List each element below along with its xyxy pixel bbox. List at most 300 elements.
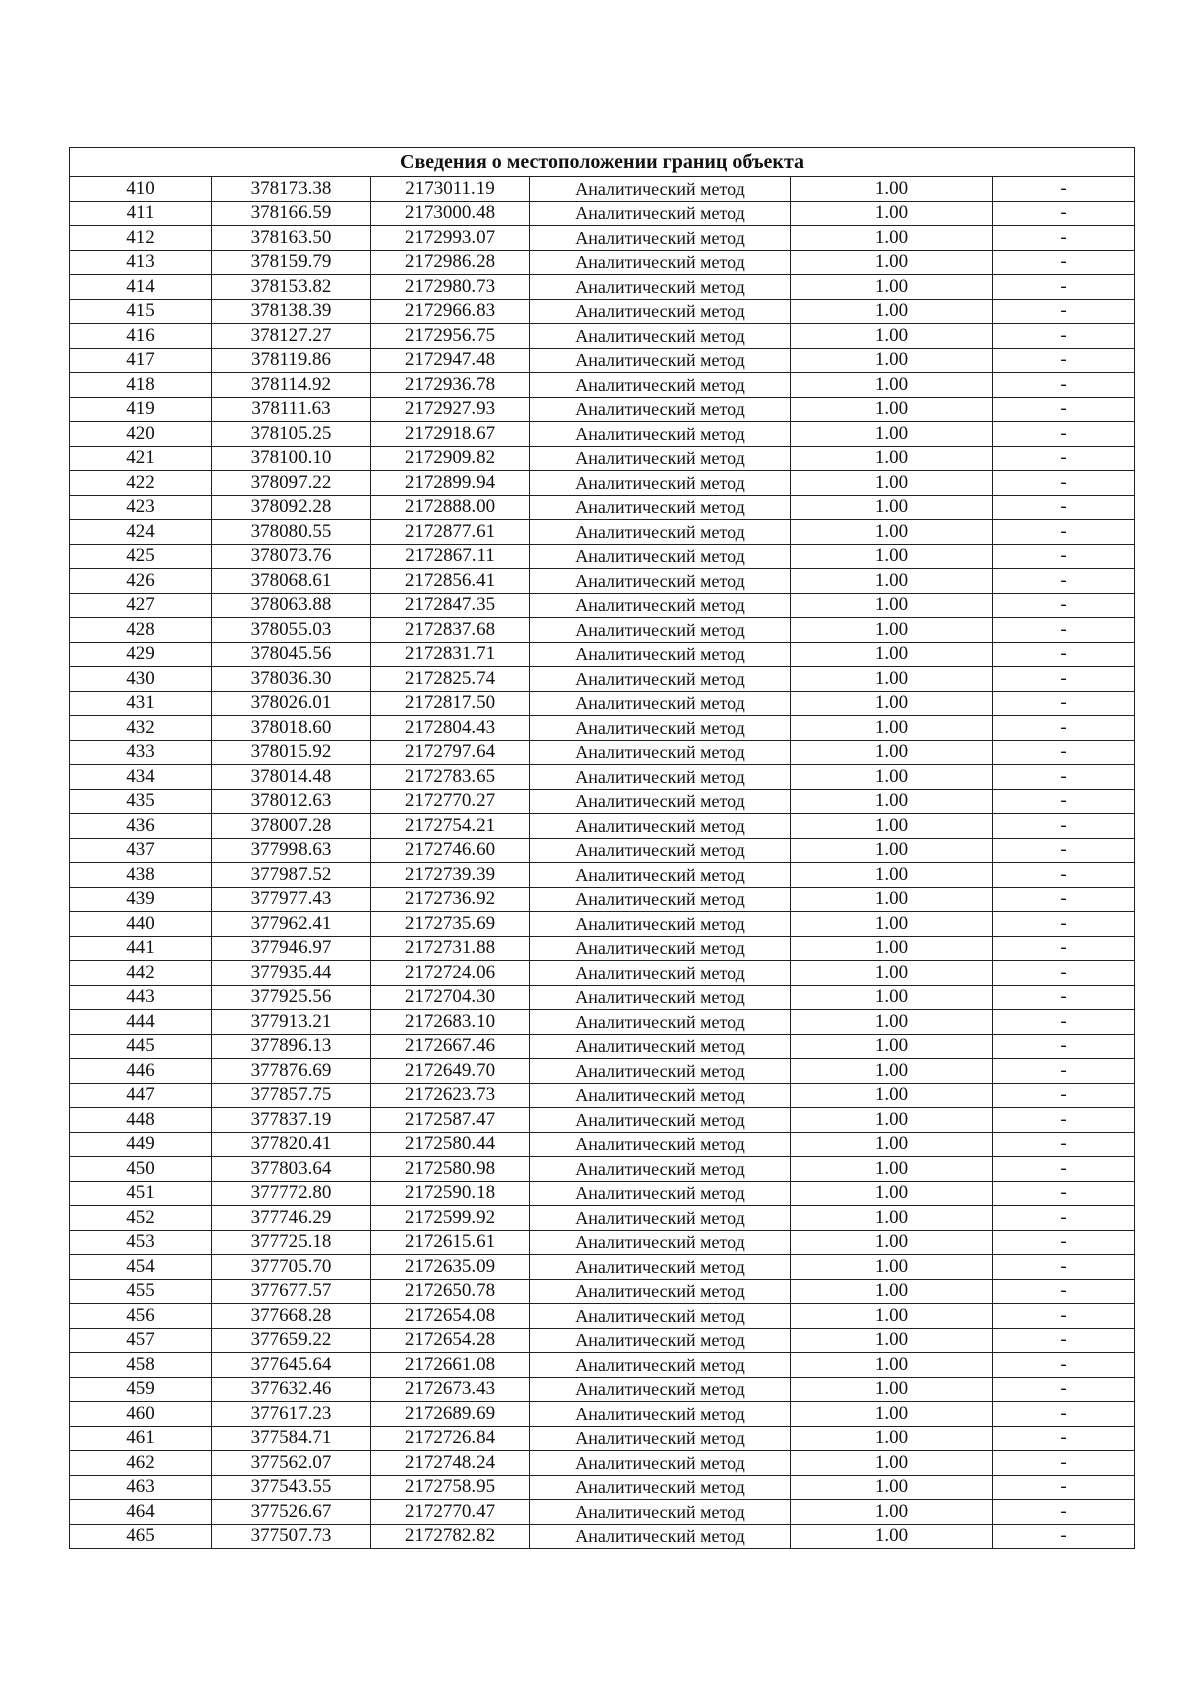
method-cell: Аналитический метод bbox=[530, 985, 791, 1010]
table-row bbox=[70, 250, 1135, 275]
note-cell: - bbox=[993, 1402, 1135, 1427]
y-coordinate-cell: 2172689.69 bbox=[371, 1402, 530, 1427]
method-cell: Аналитический метод bbox=[530, 1181, 791, 1206]
x-coordinate-cell: 377725.18 bbox=[212, 1230, 371, 1255]
x-coordinate-cell: 378055.03 bbox=[212, 618, 371, 643]
table-row bbox=[70, 1108, 1135, 1133]
method-cell: Аналитический метод bbox=[530, 226, 791, 251]
y-coordinate-cell: 2172782.82 bbox=[371, 1524, 530, 1549]
note-cell: - bbox=[993, 495, 1135, 520]
table-row bbox=[70, 299, 1135, 324]
table-row bbox=[70, 446, 1135, 471]
accuracy-cell: 1.00 bbox=[791, 1157, 993, 1182]
x-coordinate-cell: 377803.64 bbox=[212, 1157, 371, 1182]
y-coordinate-cell: 2172980.73 bbox=[371, 275, 530, 300]
accuracy-cell: 1.00 bbox=[791, 1010, 993, 1035]
point-number-cell: 441 bbox=[70, 936, 212, 961]
y-coordinate-cell: 2172746.60 bbox=[371, 838, 530, 863]
y-coordinate-cell: 2172654.08 bbox=[371, 1304, 530, 1329]
table-row bbox=[70, 1034, 1135, 1059]
method-cell: Аналитический метод bbox=[530, 691, 791, 716]
y-coordinate-cell: 2172825.74 bbox=[371, 667, 530, 692]
method-cell: Аналитический метод bbox=[530, 1304, 791, 1329]
y-coordinate-cell: 2172936.78 bbox=[371, 373, 530, 398]
method-cell: Аналитический метод bbox=[530, 1451, 791, 1476]
method-cell: Аналитический метод bbox=[530, 397, 791, 422]
accuracy-cell: 1.00 bbox=[791, 1402, 993, 1427]
accuracy-cell: 1.00 bbox=[791, 1304, 993, 1329]
y-coordinate-cell: 2172877.61 bbox=[371, 520, 530, 545]
accuracy-cell: 1.00 bbox=[791, 1181, 993, 1206]
x-coordinate-cell: 378073.76 bbox=[212, 544, 371, 569]
accuracy-cell: 1.00 bbox=[791, 985, 993, 1010]
method-cell: Аналитический метод bbox=[530, 1255, 791, 1280]
point-number-cell: 421 bbox=[70, 446, 212, 471]
method-cell: Аналитический метод bbox=[530, 863, 791, 888]
accuracy-cell: 1.00 bbox=[791, 397, 993, 422]
x-coordinate-cell: 378119.86 bbox=[212, 348, 371, 373]
method-cell: Аналитический метод bbox=[530, 1524, 791, 1549]
accuracy-cell: 1.00 bbox=[791, 1353, 993, 1378]
method-cell: Аналитический метод bbox=[530, 348, 791, 373]
y-coordinate-cell: 2172918.67 bbox=[371, 422, 530, 447]
table-row bbox=[70, 1010, 1135, 1035]
table-row bbox=[70, 1475, 1135, 1500]
accuracy-cell: 1.00 bbox=[791, 863, 993, 888]
method-cell: Аналитический метод bbox=[530, 1402, 791, 1427]
accuracy-cell: 1.00 bbox=[791, 1255, 993, 1280]
y-coordinate-cell: 2172599.92 bbox=[371, 1206, 530, 1231]
table-row bbox=[70, 226, 1135, 251]
method-cell: Аналитический метод bbox=[530, 1377, 791, 1402]
accuracy-cell: 1.00 bbox=[791, 618, 993, 643]
table-row bbox=[70, 348, 1135, 373]
accuracy-cell: 1.00 bbox=[791, 593, 993, 618]
accuracy-cell: 1.00 bbox=[791, 1230, 993, 1255]
accuracy-cell: 1.00 bbox=[791, 887, 993, 912]
x-coordinate-cell: 377935.44 bbox=[212, 961, 371, 986]
note-cell: - bbox=[993, 740, 1135, 765]
table-row bbox=[70, 667, 1135, 692]
method-cell: Аналитический метод bbox=[530, 765, 791, 790]
point-number-cell: 427 bbox=[70, 593, 212, 618]
method-cell: Аналитический метод bbox=[530, 740, 791, 765]
x-coordinate-cell: 377705.70 bbox=[212, 1255, 371, 1280]
method-cell: Аналитический метод bbox=[530, 201, 791, 226]
x-coordinate-cell: 378138.39 bbox=[212, 299, 371, 324]
table-row bbox=[70, 1255, 1135, 1280]
accuracy-cell: 1.00 bbox=[791, 1524, 993, 1549]
table-row bbox=[70, 936, 1135, 961]
note-cell: - bbox=[993, 177, 1135, 202]
accuracy-cell: 1.00 bbox=[791, 961, 993, 986]
note-cell: - bbox=[993, 1255, 1135, 1280]
note-cell: - bbox=[993, 1206, 1135, 1231]
accuracy-cell: 1.00 bbox=[791, 1083, 993, 1108]
point-number-cell: 430 bbox=[70, 667, 212, 692]
method-cell: Аналитический метод bbox=[530, 667, 791, 692]
method-cell: Аналитический метод bbox=[530, 1426, 791, 1451]
x-coordinate-cell: 377668.28 bbox=[212, 1304, 371, 1329]
point-number-cell: 447 bbox=[70, 1083, 212, 1108]
y-coordinate-cell: 2172736.92 bbox=[371, 887, 530, 912]
y-coordinate-cell: 2172867.11 bbox=[371, 544, 530, 569]
x-coordinate-cell: 378111.63 bbox=[212, 397, 371, 422]
method-cell: Аналитический метод bbox=[530, 422, 791, 447]
point-number-cell: 424 bbox=[70, 520, 212, 545]
accuracy-cell: 1.00 bbox=[791, 348, 993, 373]
method-cell: Аналитический метод bbox=[530, 716, 791, 741]
method-cell: Аналитический метод bbox=[530, 520, 791, 545]
point-number-cell: 444 bbox=[70, 1010, 212, 1035]
y-coordinate-cell: 2172704.30 bbox=[371, 985, 530, 1010]
table-row bbox=[70, 1279, 1135, 1304]
point-number-cell: 411 bbox=[70, 201, 212, 226]
x-coordinate-cell: 378036.30 bbox=[212, 667, 371, 692]
point-number-cell: 420 bbox=[70, 422, 212, 447]
note-cell: - bbox=[993, 1279, 1135, 1304]
table-row bbox=[70, 544, 1135, 569]
method-cell: Аналитический метод bbox=[530, 569, 791, 594]
y-coordinate-cell: 2172817.50 bbox=[371, 691, 530, 716]
y-coordinate-cell: 2172831.71 bbox=[371, 642, 530, 667]
y-coordinate-cell: 2172739.39 bbox=[371, 863, 530, 888]
x-coordinate-cell: 378127.27 bbox=[212, 324, 371, 349]
accuracy-cell: 1.00 bbox=[791, 1132, 993, 1157]
table-row bbox=[70, 1132, 1135, 1157]
y-coordinate-cell: 2172899.94 bbox=[371, 471, 530, 496]
accuracy-cell: 1.00 bbox=[791, 1279, 993, 1304]
note-cell: - bbox=[993, 789, 1135, 814]
y-coordinate-cell: 2172856.41 bbox=[371, 569, 530, 594]
method-cell: Аналитический метод bbox=[530, 1034, 791, 1059]
point-number-cell: 451 bbox=[70, 1181, 212, 1206]
note-cell: - bbox=[993, 814, 1135, 839]
table-row bbox=[70, 1083, 1135, 1108]
method-cell: Аналитический метод bbox=[530, 1132, 791, 1157]
point-number-cell: 450 bbox=[70, 1157, 212, 1182]
method-cell: Аналитический метод bbox=[530, 299, 791, 324]
note-cell: - bbox=[993, 1108, 1135, 1133]
note-cell: - bbox=[993, 1059, 1135, 1084]
y-coordinate-cell: 2172927.93 bbox=[371, 397, 530, 422]
x-coordinate-cell: 378007.28 bbox=[212, 814, 371, 839]
point-number-cell: 458 bbox=[70, 1353, 212, 1378]
note-cell: - bbox=[993, 912, 1135, 937]
method-cell: Аналитический метод bbox=[530, 1108, 791, 1133]
note-cell: - bbox=[993, 1524, 1135, 1549]
point-number-cell: 412 bbox=[70, 226, 212, 251]
method-cell: Аналитический метод bbox=[530, 471, 791, 496]
note-cell: - bbox=[993, 1083, 1135, 1108]
point-number-cell: 415 bbox=[70, 299, 212, 324]
y-coordinate-cell: 2172654.28 bbox=[371, 1328, 530, 1353]
x-coordinate-cell: 378159.79 bbox=[212, 250, 371, 275]
method-cell: Аналитический метод bbox=[530, 618, 791, 643]
y-coordinate-cell: 2172837.68 bbox=[371, 618, 530, 643]
x-coordinate-cell: 377896.13 bbox=[212, 1034, 371, 1059]
y-coordinate-cell: 2172804.43 bbox=[371, 716, 530, 741]
table-title-row bbox=[70, 148, 1135, 177]
x-coordinate-cell: 378068.61 bbox=[212, 569, 371, 594]
accuracy-cell: 1.00 bbox=[791, 1500, 993, 1525]
note-cell: - bbox=[993, 397, 1135, 422]
point-number-cell: 432 bbox=[70, 716, 212, 741]
method-cell: Аналитический метод bbox=[530, 1157, 791, 1182]
x-coordinate-cell: 378114.92 bbox=[212, 373, 371, 398]
accuracy-cell: 1.00 bbox=[791, 1034, 993, 1059]
x-coordinate-cell: 377677.57 bbox=[212, 1279, 371, 1304]
table-row bbox=[70, 887, 1135, 912]
x-coordinate-cell: 378026.01 bbox=[212, 691, 371, 716]
point-number-cell: 442 bbox=[70, 961, 212, 986]
method-cell: Аналитический метод bbox=[530, 912, 791, 937]
accuracy-cell: 1.00 bbox=[791, 201, 993, 226]
point-number-cell: 465 bbox=[70, 1524, 212, 1549]
x-coordinate-cell: 377998.63 bbox=[212, 838, 371, 863]
accuracy-cell: 1.00 bbox=[791, 667, 993, 692]
y-coordinate-cell: 2172993.07 bbox=[371, 226, 530, 251]
note-cell: - bbox=[993, 1500, 1135, 1525]
x-coordinate-cell: 377962.41 bbox=[212, 912, 371, 937]
note-cell: - bbox=[993, 936, 1135, 961]
note-cell: - bbox=[993, 961, 1135, 986]
x-coordinate-cell: 378018.60 bbox=[212, 716, 371, 741]
table-row bbox=[70, 569, 1135, 594]
point-number-cell: 455 bbox=[70, 1279, 212, 1304]
accuracy-cell: 1.00 bbox=[791, 250, 993, 275]
x-coordinate-cell: 378097.22 bbox=[212, 471, 371, 496]
point-number-cell: 457 bbox=[70, 1328, 212, 1353]
y-coordinate-cell: 2172847.35 bbox=[371, 593, 530, 618]
table-row bbox=[70, 740, 1135, 765]
note-cell: - bbox=[993, 985, 1135, 1010]
x-coordinate-cell: 378012.63 bbox=[212, 789, 371, 814]
method-cell: Аналитический метод bbox=[530, 1475, 791, 1500]
method-cell: Аналитический метод bbox=[530, 324, 791, 349]
y-coordinate-cell: 2172956.75 bbox=[371, 324, 530, 349]
point-number-cell: 438 bbox=[70, 863, 212, 888]
table-row bbox=[70, 593, 1135, 618]
accuracy-cell: 1.00 bbox=[791, 789, 993, 814]
accuracy-cell: 1.00 bbox=[791, 765, 993, 790]
y-coordinate-cell: 2172783.65 bbox=[371, 765, 530, 790]
accuracy-cell: 1.00 bbox=[791, 1426, 993, 1451]
point-number-cell: 449 bbox=[70, 1132, 212, 1157]
note-cell: - bbox=[993, 1034, 1135, 1059]
note-cell: - bbox=[993, 520, 1135, 545]
y-coordinate-cell: 2173011.19 bbox=[371, 177, 530, 202]
note-cell: - bbox=[993, 250, 1135, 275]
table-row bbox=[70, 1206, 1135, 1231]
method-cell: Аналитический метод bbox=[530, 373, 791, 398]
table-row bbox=[70, 863, 1135, 888]
note-cell: - bbox=[993, 1304, 1135, 1329]
y-coordinate-cell: 2172726.84 bbox=[371, 1426, 530, 1451]
y-coordinate-cell: 2172947.48 bbox=[371, 348, 530, 373]
point-number-cell: 459 bbox=[70, 1377, 212, 1402]
x-coordinate-cell: 377645.64 bbox=[212, 1353, 371, 1378]
note-cell: - bbox=[993, 544, 1135, 569]
accuracy-cell: 1.00 bbox=[791, 446, 993, 471]
table-row bbox=[70, 275, 1135, 300]
point-number-cell: 426 bbox=[70, 569, 212, 594]
x-coordinate-cell: 377857.75 bbox=[212, 1083, 371, 1108]
y-coordinate-cell: 2172615.61 bbox=[371, 1230, 530, 1255]
point-number-cell: 440 bbox=[70, 912, 212, 937]
note-cell: - bbox=[993, 593, 1135, 618]
x-coordinate-cell: 377746.29 bbox=[212, 1206, 371, 1231]
y-coordinate-cell: 2172650.78 bbox=[371, 1279, 530, 1304]
point-number-cell: 428 bbox=[70, 618, 212, 643]
point-number-cell: 448 bbox=[70, 1108, 212, 1133]
table-row bbox=[70, 201, 1135, 226]
x-coordinate-cell: 377584.71 bbox=[212, 1426, 371, 1451]
accuracy-cell: 1.00 bbox=[791, 814, 993, 839]
y-coordinate-cell: 2172667.46 bbox=[371, 1034, 530, 1059]
table-row bbox=[70, 1230, 1135, 1255]
method-cell: Аналитический метод bbox=[530, 838, 791, 863]
accuracy-cell: 1.00 bbox=[791, 1328, 993, 1353]
y-coordinate-cell: 2172635.09 bbox=[371, 1255, 530, 1280]
accuracy-cell: 1.00 bbox=[791, 324, 993, 349]
accuracy-cell: 1.00 bbox=[791, 912, 993, 937]
x-coordinate-cell: 378015.92 bbox=[212, 740, 371, 765]
x-coordinate-cell: 378173.38 bbox=[212, 177, 371, 202]
x-coordinate-cell: 378014.48 bbox=[212, 765, 371, 790]
method-cell: Аналитический метод bbox=[530, 250, 791, 275]
point-number-cell: 452 bbox=[70, 1206, 212, 1231]
table-row bbox=[70, 1304, 1135, 1329]
method-cell: Аналитический метод bbox=[530, 1230, 791, 1255]
y-coordinate-cell: 2172758.95 bbox=[371, 1475, 530, 1500]
note-cell: - bbox=[993, 691, 1135, 716]
accuracy-cell: 1.00 bbox=[791, 936, 993, 961]
table-row bbox=[70, 838, 1135, 863]
point-number-cell: 436 bbox=[70, 814, 212, 839]
note-cell: - bbox=[993, 618, 1135, 643]
note-cell: - bbox=[993, 299, 1135, 324]
note-cell: - bbox=[993, 1010, 1135, 1035]
note-cell: - bbox=[993, 373, 1135, 398]
table-row bbox=[70, 642, 1135, 667]
method-cell: Аналитический метод bbox=[530, 1353, 791, 1378]
method-cell: Аналитический метод bbox=[530, 887, 791, 912]
accuracy-cell: 1.00 bbox=[791, 1451, 993, 1476]
point-number-cell: 446 bbox=[70, 1059, 212, 1084]
x-coordinate-cell: 378163.50 bbox=[212, 226, 371, 251]
y-coordinate-cell: 2172590.18 bbox=[371, 1181, 530, 1206]
accuracy-cell: 1.00 bbox=[791, 226, 993, 251]
note-cell: - bbox=[993, 1475, 1135, 1500]
y-coordinate-cell: 2173000.48 bbox=[371, 201, 530, 226]
boundary-coordinates-table bbox=[69, 147, 1135, 1549]
accuracy-cell: 1.00 bbox=[791, 642, 993, 667]
point-number-cell: 417 bbox=[70, 348, 212, 373]
x-coordinate-cell: 378153.82 bbox=[212, 275, 371, 300]
x-coordinate-cell: 377837.19 bbox=[212, 1108, 371, 1133]
point-number-cell: 463 bbox=[70, 1475, 212, 1500]
x-coordinate-cell: 378105.25 bbox=[212, 422, 371, 447]
note-cell: - bbox=[993, 863, 1135, 888]
y-coordinate-cell: 2172770.27 bbox=[371, 789, 530, 814]
note-cell: - bbox=[993, 569, 1135, 594]
point-number-cell: 439 bbox=[70, 887, 212, 912]
method-cell: Аналитический метод bbox=[530, 544, 791, 569]
point-number-cell: 425 bbox=[70, 544, 212, 569]
x-coordinate-cell: 377772.80 bbox=[212, 1181, 371, 1206]
table-row bbox=[70, 422, 1135, 447]
point-number-cell: 414 bbox=[70, 275, 212, 300]
x-coordinate-cell: 378063.88 bbox=[212, 593, 371, 618]
note-cell: - bbox=[993, 446, 1135, 471]
point-number-cell: 454 bbox=[70, 1255, 212, 1280]
note-cell: - bbox=[993, 642, 1135, 667]
y-coordinate-cell: 2172580.98 bbox=[371, 1157, 530, 1182]
method-cell: Аналитический метод bbox=[530, 1328, 791, 1353]
y-coordinate-cell: 2172587.47 bbox=[371, 1108, 530, 1133]
point-number-cell: 435 bbox=[70, 789, 212, 814]
note-cell: - bbox=[993, 1328, 1135, 1353]
accuracy-cell: 1.00 bbox=[791, 299, 993, 324]
table-row bbox=[70, 765, 1135, 790]
method-cell: Аналитический метод bbox=[530, 961, 791, 986]
point-number-cell: 464 bbox=[70, 1500, 212, 1525]
note-cell: - bbox=[993, 1181, 1135, 1206]
note-cell: - bbox=[993, 716, 1135, 741]
x-coordinate-cell: 377617.23 bbox=[212, 1402, 371, 1427]
y-coordinate-cell: 2172748.24 bbox=[371, 1451, 530, 1476]
method-cell: Аналитический метод bbox=[530, 1083, 791, 1108]
y-coordinate-cell: 2172724.06 bbox=[371, 961, 530, 986]
method-cell: Аналитический метод bbox=[530, 1010, 791, 1035]
y-coordinate-cell: 2172649.70 bbox=[371, 1059, 530, 1084]
note-cell: - bbox=[993, 887, 1135, 912]
table-row bbox=[70, 1426, 1135, 1451]
point-number-cell: 416 bbox=[70, 324, 212, 349]
x-coordinate-cell: 377659.22 bbox=[212, 1328, 371, 1353]
point-number-cell: 445 bbox=[70, 1034, 212, 1059]
accuracy-cell: 1.00 bbox=[791, 471, 993, 496]
note-cell: - bbox=[993, 226, 1135, 251]
method-cell: Аналитический метод bbox=[530, 789, 791, 814]
point-number-cell: 461 bbox=[70, 1426, 212, 1451]
x-coordinate-cell: 378045.56 bbox=[212, 642, 371, 667]
accuracy-cell: 1.00 bbox=[791, 177, 993, 202]
table-row bbox=[70, 912, 1135, 937]
y-coordinate-cell: 2172673.43 bbox=[371, 1377, 530, 1402]
y-coordinate-cell: 2172580.44 bbox=[371, 1132, 530, 1157]
x-coordinate-cell: 377977.43 bbox=[212, 887, 371, 912]
point-number-cell: 460 bbox=[70, 1402, 212, 1427]
x-coordinate-cell: 377507.73 bbox=[212, 1524, 371, 1549]
point-number-cell: 443 bbox=[70, 985, 212, 1010]
x-coordinate-cell: 377925.56 bbox=[212, 985, 371, 1010]
y-coordinate-cell: 2172888.00 bbox=[371, 495, 530, 520]
x-coordinate-cell: 377820.41 bbox=[212, 1132, 371, 1157]
table-row bbox=[70, 397, 1135, 422]
accuracy-cell: 1.00 bbox=[791, 838, 993, 863]
note-cell: - bbox=[993, 1230, 1135, 1255]
note-cell: - bbox=[993, 838, 1135, 863]
table-row bbox=[70, 1402, 1135, 1427]
y-coordinate-cell: 2172623.73 bbox=[371, 1083, 530, 1108]
x-coordinate-cell: 377987.52 bbox=[212, 863, 371, 888]
y-coordinate-cell: 2172909.82 bbox=[371, 446, 530, 471]
method-cell: Аналитический метод bbox=[530, 1500, 791, 1525]
accuracy-cell: 1.00 bbox=[791, 1059, 993, 1084]
x-coordinate-cell: 377632.46 bbox=[212, 1377, 371, 1402]
